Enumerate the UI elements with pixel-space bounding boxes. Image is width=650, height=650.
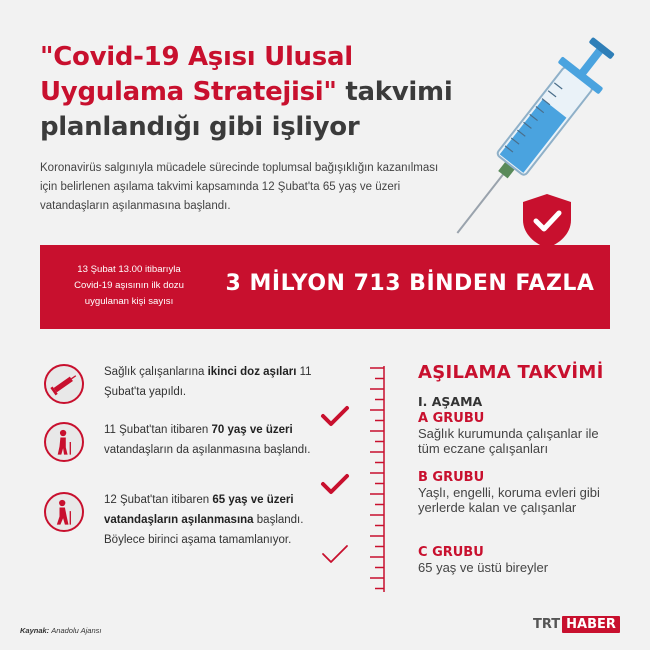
group-a [418,411,618,456]
group-c-desc: 65 yaş ve üstü bireyler [418,560,549,575]
intro-text: Koronavirüs salgınıyla mücadele sürecinde toplumsal bağışıklığın kazanılması için belirlenen aşılama takvimi kapsamında 12 Şubat'ta 65 yaş ve üzeri vatandaşların aşılanmasına başlandı. [40,162,439,212]
headline-line1: "Covid-19 Aşısı Ulusal [40,42,353,72]
source-value: Anadolu Ajansı [51,626,102,635]
stats-banner [40,245,610,329]
group-b-desc: Yaşlı, engelli, koruma evleri gibi yerlerde kalan ve çalışanlar [418,485,600,515]
left-item-2 [44,420,344,480]
headline-line2-red: Uygulama Stratejisi" [40,77,337,107]
group-b [418,470,618,515]
left-item-1 [44,362,344,412]
group-a-name: A GRUBU [418,411,485,426]
check-icon-a [320,404,350,428]
timeline-ruler [366,364,386,594]
left-item-3 [44,490,344,590]
left-item-1-text: Sağlık çalışanlarına ikinci doz aşıları 11 Şubat'ta yapıldı. [104,366,312,398]
elderly-person-icon [44,422,84,462]
schedule-title: AŞILAMA TAKVİMİ [418,362,604,383]
left-item-3-text: 12 Şubat'tan itibaren 65 yaş ve üzeri vatandaşların aşılanmasına başlandı. Böylece birinci aşama tamamlanıyor. [104,494,304,546]
source-label: Kaynak: [20,626,50,635]
shield-check-icon [521,192,573,250]
elderly-walking-icon [44,492,84,532]
trt-haber-logo [533,614,620,634]
check-icon-b [320,472,350,496]
group-a-desc: Sağlık kurumunda çalışanlar ile tüm eczane çalışanları [418,426,599,456]
group-c-name: C GRUBU [418,545,484,560]
banner-label-line1: 13 Şubat 13.00 itibarıyla [77,264,181,275]
headline-line2 [40,75,480,110]
source-credit [20,626,101,635]
banner-label [54,262,204,310]
banner-label-line3: uygulanan kişi sayısı [84,296,174,307]
left-item-2-text: 11 Şubat'tan itibaren 70 yaş ve üzeri vatandaşların da aşılanmasına başlandı. [104,424,311,456]
logo-haber: HABER [562,616,620,633]
check-icon-c [320,542,350,566]
group-c [418,545,618,575]
banner-value: 3 MİLYON 713 BİNDEN FAZLA [225,271,595,296]
headline-line3: planlandığı gibi işliyor [40,112,360,142]
group-b-name: B GRUBU [418,470,485,485]
banner-label-line2: Covid-19 aşısının ilk dozu [74,280,184,291]
headline-line2-dark: takvimi [336,77,453,107]
headline [40,40,480,145]
logo-trt: TRT [533,616,561,632]
schedule-phase: I. AŞAMA [418,394,483,409]
vaccine-icon [44,364,84,404]
